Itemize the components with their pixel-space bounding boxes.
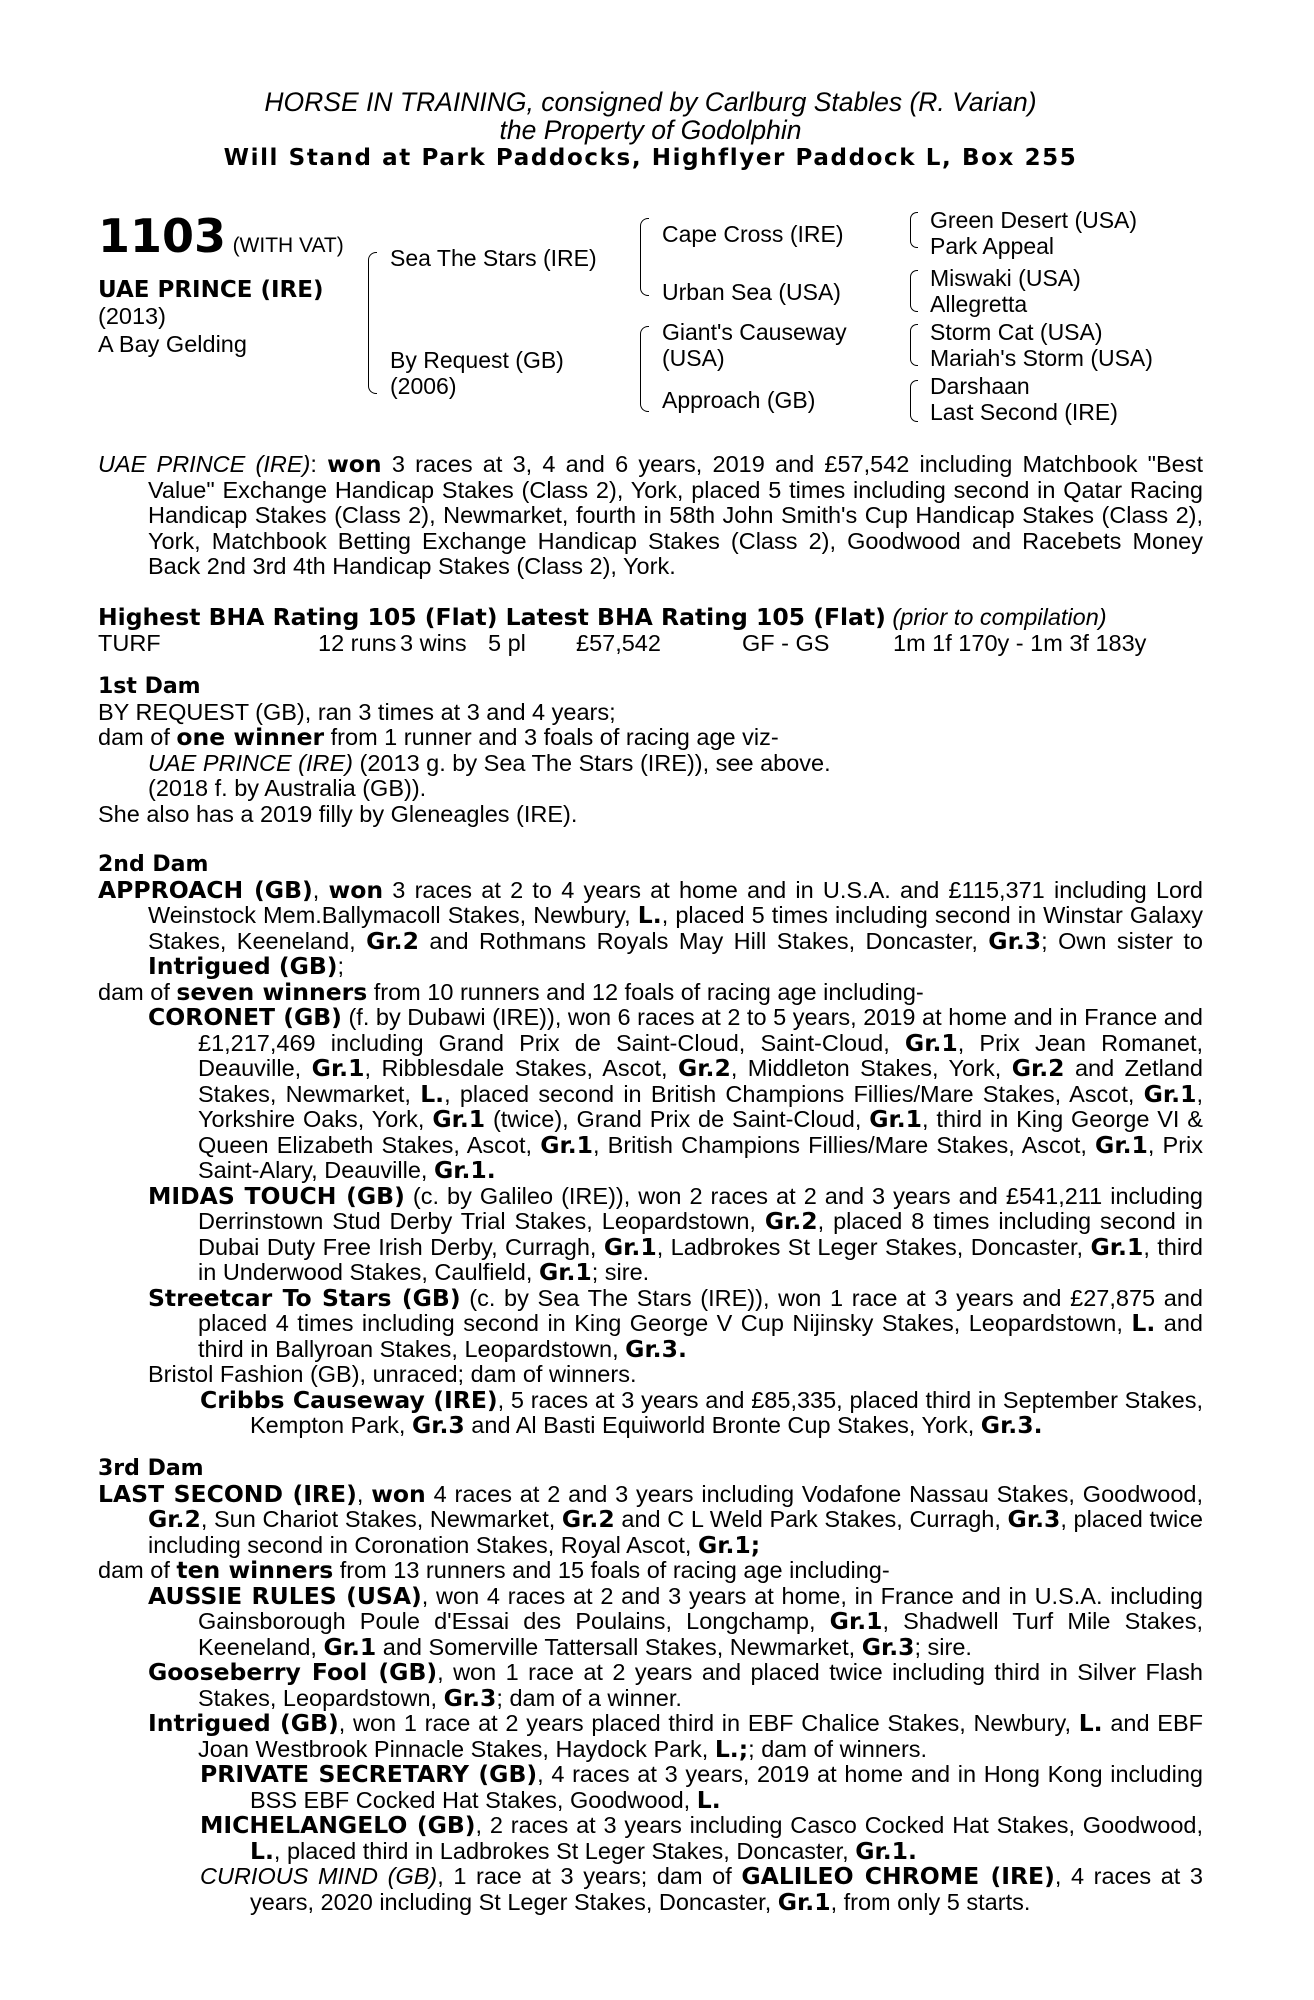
dd-dam: Last Second (IRE): [930, 399, 1118, 425]
rating-note: (prior to compilation): [892, 604, 1107, 630]
progeny-private-secretary: PRIVATE SECRETARY (GB), 4 races at 3 years, 2019 at home and in Hong Kong including BSS EBF Cocked Hat Stakes, Goodwood, L.: [200, 1760, 1203, 1814]
first-dam-title: 1st Dam: [98, 674, 201, 699]
third-dam-section: [98, 1456, 1203, 1915]
first-dam-line5: She also has a 2019 filly by Gleneagles (IRE).: [98, 800, 578, 827]
dam-sire-line2: (USA): [662, 345, 725, 371]
horse-name: UAE PRINCE (IRE): [98, 277, 324, 303]
dam-year: (2006): [390, 373, 457, 399]
progeny-intrigued: Intrigued (GB), won 1 race at 2 years placed third in EBF Chalice Stakes, Newbury, L. and EBF Joan Westbrook Pinnacle Stakes, Haydock Park, L.;; dam of winners.: [148, 1709, 1203, 1763]
first-dam-line2: dam of one winner from 1 runner and 3 foals of racing age viz-: [98, 723, 779, 751]
vat-label: (WITH VAT): [232, 234, 344, 257]
third-dam-record: LAST SECOND (IRE), won 4 races at 2 and 3 years including Vodafone Nassau Stakes, Goodwood, Gr.2, Sun Chariot Stakes, Newmarket, Gr.2 and C L Weld Park Stakes, Curragh, Gr.3, placed twice including second in Coronation Stakes, Royal Ascot, Gr.1;: [98, 1479, 1203, 1559]
lot-heading: [98, 209, 344, 263]
progeny-streetcar: Streetcar To Stars (GB) (c. by Sea The Stars (IRE)), won 1 race at 3 years and £27,875 and placed 4 times including second in King George V Cup Nijinsky Stakes, Leopardstown, L. and third in Ballyroan Stakes, Leopardstown, Gr.3.: [148, 1283, 1203, 1363]
second-dam-section: [98, 852, 1203, 1439]
third-dam-produce: dam of ten winners from 13 runners and 15 foals of racing age including-: [98, 1556, 890, 1584]
rating-surface: TURF: [98, 630, 161, 656]
ss-dam: Park Appeal: [930, 233, 1055, 259]
summary-won: won: [327, 450, 382, 478]
first-dam-line3: UAE PRINCE (IRE) (2013 g. by Sea The Stars (IRE)), see above.: [148, 749, 831, 776]
dam-dam: Approach (GB): [662, 387, 816, 413]
first-dam-line4: (2018 f. by Australia (GB)).: [148, 775, 427, 801]
header-line-1: HORSE IN TRAINING, consigned by Carlburg Stables (R. Varian): [264, 87, 1037, 117]
progeny-aussie-rules: AUSSIE RULES (USA), won 4 races at 2 and 3 years at home, in France and in U.S.A. including Gainsborough Poule d'Essai des Poulains, Longchamp, Gr.1, Shadwell Turf Mile Stakes, Keeneland, Gr.1 and Somerville Tattersall Stakes, Newmarket, Gr.3; sire.: [148, 1581, 1203, 1661]
second-dam-record: APPROACH (GB), won 3 races at 2 to 4 years at home and in U.S.A. and £115,371 including Lord Weinstock Mem.Ballymacoll Stakes, Newbury, L., placed 5 times including second in Winstar Galaxy Stakes, Keeneland, Gr.2 and Rothmans Royals May Hill Stakes, Doncaster, Gr.3; Own sister to Intrigued (GB);: [98, 875, 1204, 980]
progeny-michelangelo: MICHELANGELO (GB), 2 races at 3 years including Casco Cocked Hat Stakes, Goodwood, L., placed third in Ladbrokes St Leger Stakes, Doncaster, Gr.1.: [200, 1811, 1203, 1865]
ds-dam: Mariah's Storm (USA): [930, 345, 1153, 371]
sd-sire: Miswaki (USA): [930, 265, 1081, 291]
pedigree-brace-g3: [910, 324, 918, 366]
pedigree-brace-g4: [910, 380, 918, 422]
sd-dam: Allegretta: [930, 291, 1028, 317]
progeny-bristol-fashion: Bristol Fashion (GB), unraced; dam of winners.: [148, 1361, 637, 1387]
sire-name: Sea The Stars (IRE): [390, 245, 597, 271]
foaled-year: (2013): [98, 303, 166, 329]
ds-sire: Storm Cat (USA): [930, 319, 1103, 345]
dam-sire-line1: Giant's Causeway: [662, 319, 847, 345]
progeny-coronet: CORONET (GB) (f. by Dubawi (IRE)), won 6 races at 2 to 5 years, 2019 at home and in France and £1,217,469 including Grand Prix de Saint-Cloud, Saint-Cloud, Gr.1, Prix Jean Romanet, Deauville, Gr.1, Ribblesdale Stakes, Ascot, Gr.2, Middleton Stakes, York, Gr.2 and Zetland Stakes, Newmarket, L., placed second in British Champions Fillies/Mare Stakes, Ascot, Gr.1, Yorkshire Oaks, York, Gr.1 (twice), Grand Prix de Saint-Cloud, Gr.1, third in King George VI & Queen Elizabeth Stakes, Ascot, Gr.1, British Champions Fillies/Mare Stakes, Ascot, Gr.1, Prix Saint-Alary, Deauville, Gr.1.: [148, 1003, 1204, 1184]
pedigree-brace-main: [368, 252, 377, 394]
rating-wins: 3 wins: [400, 630, 467, 656]
third-dam-title: 3rd Dam: [98, 1456, 204, 1481]
second-dam-title: 2nd Dam: [98, 852, 209, 877]
rating-going: GF - GS: [742, 630, 830, 656]
rating-placed: 5 pl: [488, 630, 526, 656]
sire-sire: Cape Cross (IRE): [662, 221, 844, 247]
pedigree-brace-sire: [640, 218, 649, 296]
pedigree-brace-g2: [910, 270, 918, 312]
header-line-2: the Property of Godolphin: [499, 115, 802, 145]
progeny-curious-mind: CURIOUS MIND (GB), 1 race at 3 years; dam of GALILEO CHROME (IRE), 4 races at 3 years, 2020 including St Leger Stakes, Doncaster, Gr.1, from only 5 starts.: [200, 1862, 1204, 1916]
first-dam-section: [98, 674, 1203, 827]
rating-distance: 1m 1f 170y - 1m 3f 183y: [893, 630, 1147, 656]
rating-line: [98, 605, 1203, 631]
first-dam-line1: BY REQUEST (GB), ran 3 times at 3 and 4 years;: [98, 698, 616, 725]
race-summary: UAE PRINCE (IRE): won 3 races at 3, 4 and 6 years, 2019 and £57,542 including Matchbook "Best Value" Exchange Handicap Stakes (Class 2), York, placed 5 times including second in Qatar Racing Handicap Stakes (Class 2), Newmarket, fourth in 58th John Smith's Cup Handicap Stakes (Class 2), York, Matchbook Betting Exchange Handicap Stakes (Class 2), Goodwood and Racebets Money Back 2nd 3rd 4th Handicap Stakes (Class 2), York.: [98, 450, 1204, 579]
progeny-cribbs-causeway: Cribbs Causeway (IRE), 5 races at 3 years and £85,335, placed third in September Stakes, Kempton Park, Gr.3 and Al Basti Equiworld Bronte Cup Stakes, York, Gr.3.: [200, 1385, 1204, 1439]
header-line-3: Will Stand at Park Paddocks, Highflyer Paddock L, Box 255: [223, 145, 1078, 171]
horse-description: A Bay Gelding: [98, 331, 247, 357]
pedigree-brace-dam: [640, 326, 649, 412]
ss-sire: Green Desert (USA): [930, 207, 1138, 233]
sire-dam: Urban Sea (USA): [662, 279, 841, 305]
rating-runs: 12 runs: [318, 630, 397, 656]
summary-text: 3 races at 3, 4 and 6 years, 2019 and £57,542 including Matchbook "Best Value" Exchange Handicap Stakes (Class 2), York, placed 5 times including second in Qatar Racing Handicap Stakes (Class 2), Newmarket, fourth in 58th John Smith's Cup Handicap Stakes (Class 2), York, Matchbook Betting Exchange Handicap Stakes (Class 2), Goodwood and Racebets Money Back 2nd 3rd 4th Handicap Stakes (Class 2), York.: [148, 451, 1204, 579]
dam-name: By Request (GB): [390, 347, 564, 373]
rating-earnings: £57,542: [576, 630, 661, 656]
progeny-midas-touch: MIDAS TOUCH (GB) (c. by Galileo (IRE)), won 2 races at 2 and 3 years and £541,211 including Derrinstown Stud Derby Trial Stakes, Leopardstown, Gr.2, placed 8 times including second in Dubai Duty Free Irish Derby, Curragh, Gr.1, Ladbrokes St Leger Stakes, Doncaster, Gr.1, third in Underwood Stakes, Caulfield, Gr.1; sire.: [148, 1181, 1203, 1286]
summary-horse-name: UAE PRINCE (IRE): [98, 451, 311, 477]
dd-sire: Darshaan: [930, 373, 1030, 399]
progeny-gooseberry-fool: Gooseberry Fool (GB), won 1 race at 2 years and placed twice including third in Silver Flash Stakes, Leopardstown, Gr.3; dam of a winner.: [148, 1658, 1203, 1712]
pedigree-brace-g1: [910, 212, 918, 248]
second-dam-produce: dam of seven winners from 10 runners and 12 foals of racing age including-: [98, 977, 924, 1006]
lot-number: 1103: [98, 209, 227, 263]
rating-bold: Highest BHA Rating 105 (Flat) Latest BHA Rating 105 (Flat): [98, 603, 886, 631]
